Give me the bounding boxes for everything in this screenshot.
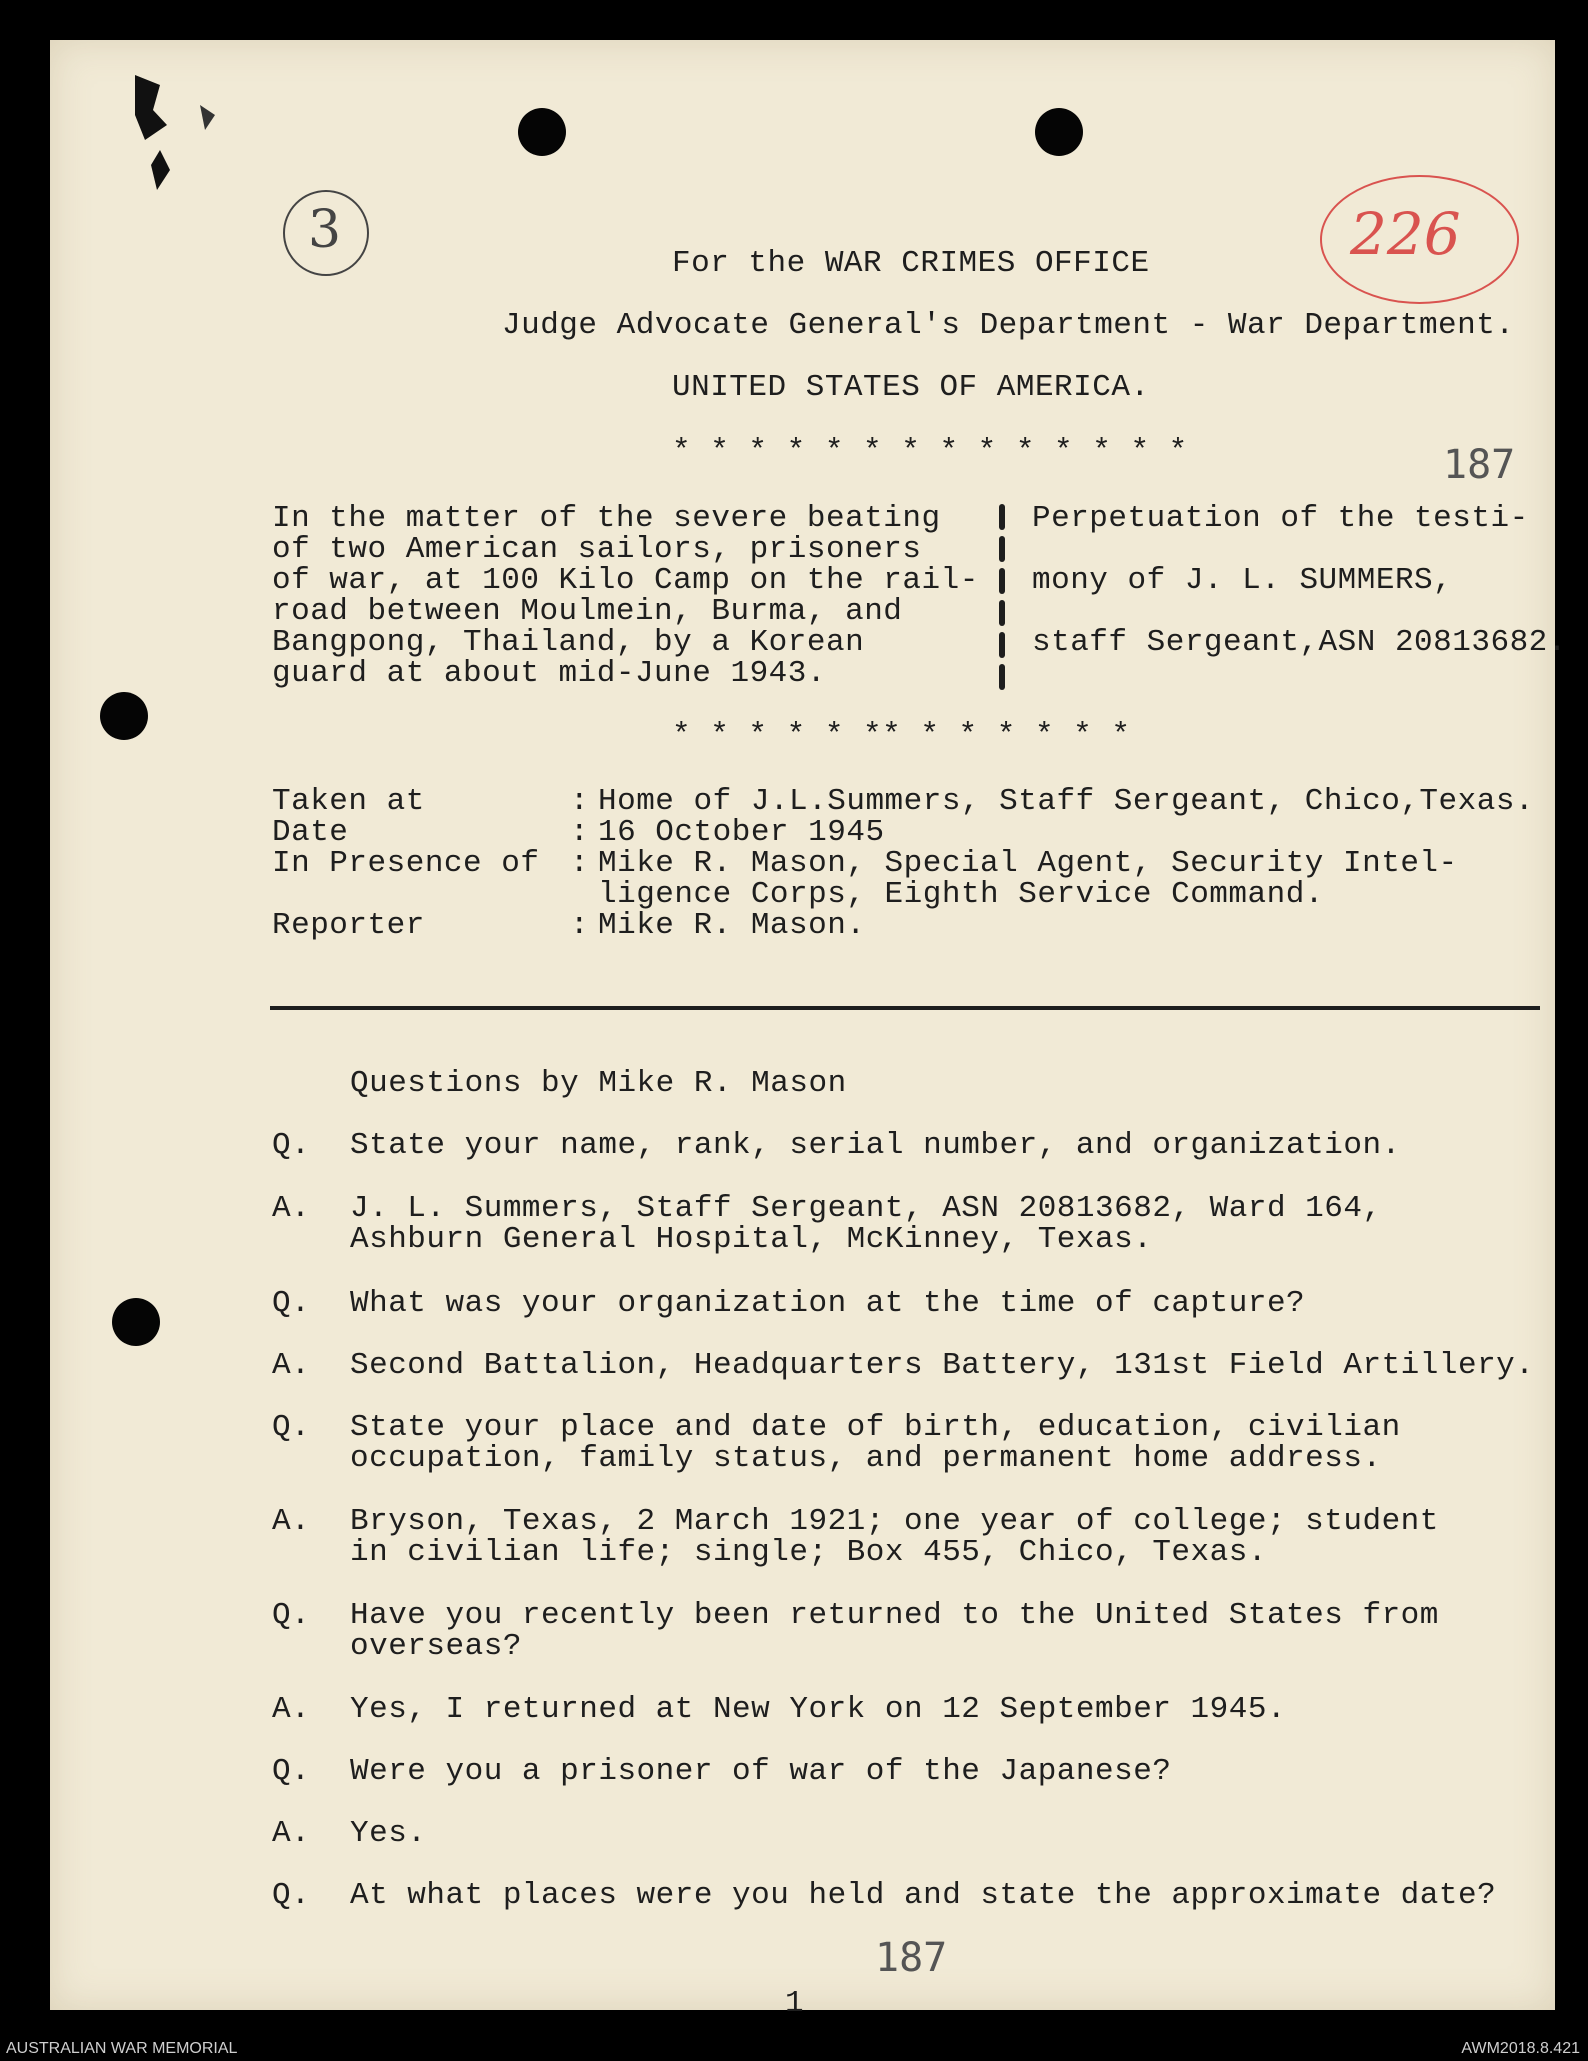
punch-hole [518, 108, 566, 156]
stamped-number-bottom: 187 [875, 1935, 948, 1981]
punch-hole [112, 1298, 160, 1346]
detail-sep: : [570, 784, 590, 819]
header-country: UNITED STATES OF AMERICA. [672, 370, 1150, 405]
qa-text: Ashburn General Hospital, McKinney, Texas. [350, 1222, 1153, 1257]
red-circled-number: 226 [1350, 200, 1461, 268]
brace-separator [992, 502, 1012, 692]
qa-key: A. [272, 1692, 311, 1727]
qa-key: Q. [272, 1128, 311, 1163]
qa-text: At what places were you held and state the approximate date? [350, 1878, 1497, 1913]
header-department: Judge Advocate General's Department - War Department. [502, 308, 1515, 343]
detail-value: Mike R. Mason, Special Agent, Security Intel- [598, 846, 1458, 881]
horizontal-rule [270, 1006, 1540, 1010]
page-number: 1 [785, 1986, 805, 2021]
credit-right: AWM2018.8.421 [1461, 2040, 1580, 2057]
detail-label: Date [272, 815, 349, 850]
circled-number: 3 [308, 200, 342, 260]
page-number-top: 187 [1443, 442, 1516, 488]
qa-key: A. [272, 1816, 311, 1851]
qa-text: in civilian life; single; Box 455, Chico, Texas. [350, 1535, 1267, 1570]
punch-hole [100, 692, 148, 740]
detail-label: Taken at [272, 784, 425, 819]
questions-by: Questions by Mike R. Mason [350, 1066, 847, 1101]
detail-value: Mike R. Mason. [598, 908, 866, 943]
detail-sep: : [570, 815, 590, 850]
qa-text: overseas? [350, 1629, 522, 1664]
qa-text: Yes, I returned at New York on 12 September 1945. [350, 1692, 1287, 1727]
matter-line: Bangpong, Thailand, by a Korean [272, 625, 865, 660]
qa-key: Q. [272, 1286, 311, 1321]
document-page [50, 40, 1567, 2021]
qa-text: Have you recently been returned to the United States from [350, 1598, 1439, 1633]
qa-key: A. [272, 1191, 311, 1226]
qa-text: Bryson, Texas, 2 March 1921; one year of college; student [350, 1504, 1439, 1539]
qa-key: Q. [272, 1754, 311, 1789]
detail-sep: : [570, 908, 590, 943]
testimony-line: Perpetuation of the testi- [1032, 501, 1529, 536]
qa-text: Were you a prisoner of war of the Japanese? [350, 1754, 1172, 1789]
matter-line: road between Moulmein, Burma, and [272, 594, 903, 629]
qa-text: Second Battalion, Headquarters Battery, 131st Field Artillery. [350, 1348, 1535, 1383]
qa-text: Yes. [350, 1816, 427, 1851]
star-divider: * * * * * ** * * * * * * [672, 718, 1131, 753]
qa-text: J. L. Summers, Staff Sergeant, ASN 20813682, Ward 164, [350, 1191, 1382, 1226]
star-divider: * * * * * * * * * * * * * * [672, 434, 1188, 469]
qa-text: occupation, family status, and permanent home address. [350, 1441, 1382, 1476]
qa-key: Q. [272, 1598, 311, 1633]
matter-line: guard at about mid-June 1943. [272, 656, 826, 691]
matter-line: In the matter of the severe beating [272, 501, 941, 536]
qa-key: A. [272, 1504, 311, 1539]
credit-left: AUSTRALIAN WAR MEMORIAL [6, 2040, 238, 2057]
torn-damage-icon [105, 55, 225, 195]
qa-key: Q. [272, 1410, 311, 1445]
detail-label: Reporter [272, 908, 425, 943]
detail-value: Home of J.L.Summers, Staff Sergeant, Chico,Texas. [598, 784, 1535, 819]
matter-line: of war, at 100 Kilo Camp on the rail- [272, 563, 979, 598]
punch-hole [1035, 108, 1083, 156]
testimony-line: staff Sergeant,ASN 20813682. [1032, 625, 1567, 660]
detail-value: 16 October 1945 [598, 815, 885, 850]
matter-line: of two American sailors, prisoners [272, 532, 922, 567]
qa-text: State your name, rank, serial number, and organization. [350, 1128, 1401, 1163]
testimony-line: mony of J. L. SUMMERS, [1032, 563, 1453, 598]
qa-text: What was your organization at the time of capture? [350, 1286, 1306, 1321]
detail-value: ligence Corps, Eighth Service Command. [598, 877, 1324, 912]
qa-key: Q. [272, 1878, 311, 1913]
detail-label: In Presence of [272, 846, 540, 881]
detail-sep: : [570, 846, 590, 881]
qa-key: A. [272, 1348, 311, 1383]
header-office: For the WAR CRIMES OFFICE [672, 246, 1150, 281]
qa-text: State your place and date of birth, education, civilian [350, 1410, 1401, 1445]
